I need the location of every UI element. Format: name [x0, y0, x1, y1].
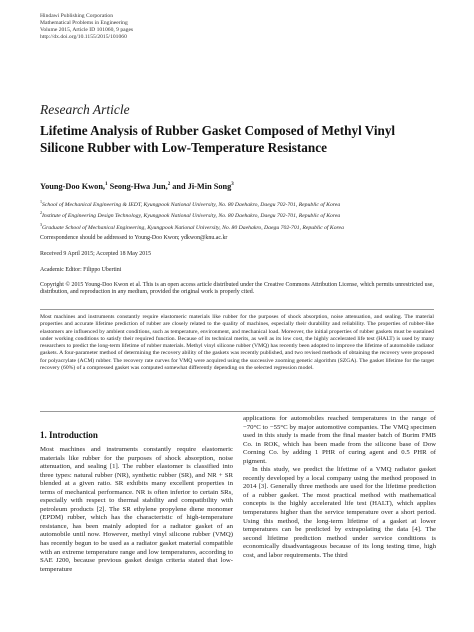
academic-editor: Academic Editor: Filippo Ubertini	[40, 267, 122, 273]
author-name: Young-Doo Kwon,	[40, 182, 106, 191]
author-list	[40, 182, 234, 191]
body-column-right	[243, 415, 436, 560]
paragraph: Most machines and instruments constantly require elastomeric materials like rubber for the purposes of shock absorption, noise attenuation, and sealing [1]. The rubber elastomer is classified into three types: natural rubber (NR), synthetic rubber (SR), and NR + SR blended at a given ratio. SR exhibits many excellent properties in terms of mechanical performance. NR is often inferior to certain SRs, especially with respect to thermal stability and compatibility with petroleum products [2]. The SR ethylene propylene diene monomer (EPDM) rubber, which has the characteristic of high-temperature resistance, has been mainly adopted for a radiator gasket of an automobile until now. However, methyl vinyl silicone rubber (VMQ) has recently begun to be used as a radiator gasket material compatible with an extreme temperature range and low temperatures, according to SAE J200, because previous gasket design criteria stated that low-temperature	[40, 446, 233, 573]
paragraph: applications for automobiles reached temperatures in the range of −70°C to −55°C by major automotive companies. The VMQ specimen used in this study is made from the final master batch of Burim FMB Co. in ROK, which has been made from the silicone base of Dow Corning Co. by adding 1 PHR of curing agent and 0.5 PHR of pigment.	[243, 415, 436, 465]
section-heading: 1. Introduction	[40, 430, 98, 440]
divider-bottom	[40, 411, 434, 412]
copyright-notice: Copyright © 2015 Young-Doo Kwon et al. This is an open access article distributed under the Creative Commons Attribution License, which permits unrestricted use, distribution, and reproduction in any medium, provided the original work is properly cited.	[40, 282, 434, 296]
affiliation: $^3$Graduate School of Mechanical Engineering, Kyungpook National University, No. 80 Daehakro, Daegu 702-701, Republic of Korea	[40, 221, 344, 231]
author-name: Seong-Hwa Jun,	[109, 182, 168, 191]
doi-link[interactable]: http://dx.doi.org/10.1155/2015/101060	[40, 33, 127, 40]
author-affil-mark: 3	[231, 182, 234, 188]
body-column-left	[40, 446, 233, 574]
abstract: Most machines and instruments constantly require elastomeric materials like rubber for the purposes of shock absorption, noise attenuation, and sealing. The material properties and accurate lifetime prediction of rubber are closely related to the quality of machines, especially their durability and reliability. The properties of rubber-like elastomers are influenced by ambient conditions, such as temperature, environment, and mechanical load. Moreover, the initial properties of rubber gaskets must be sustained under working conditions to satisfy their required function. Because of its technical merits, as well as its low cost, the highly accelerated life test (HALT) is used by many researchers to predict the long-term lifetime of rubber materials. Methyl vinyl silicone rubber (VMQ) has recently been adopted to improve the lifetime of automobile radiator gaskets. A four-parameter method of determining the recovery ability of the gaskets was recently published, and two revised methods of obtaining the recovery were proposed for polyacrylate (ACM) rubber. The recovery rate curves for VMQ were acquired using the successive zooming genetic algorithm (SZGA). The gasket lifetime for the target recovery (60%) of a compressed gasket was computed somewhat differently depending on the selected regression model.	[40, 314, 434, 371]
affiliation: $^2$Institute of Engineering Design Technology, Kyungpook National University, No. 80 Daehakro, Daegu 702-701, Republic of Korea	[40, 210, 341, 220]
affiliation: $^1$School of Mechanical Engineering & IEDT, Kyungpook National University, No. 80 Daehakro, Daegu 702-701, Republic of Korea	[40, 199, 341, 208]
correspondence: Correspondence should be addressed to Young-Doo Kwon; ydkwon@knu.ac.kr	[40, 235, 228, 241]
author-affil-mark: 1	[105, 182, 108, 188]
publisher-name: Hindawi Publishing Corporation	[40, 13, 114, 19]
publication-info	[40, 13, 133, 41]
journal-name: Mathematical Problems in Engineering	[40, 19, 128, 26]
article-type: Research Article	[40, 102, 130, 117]
received-accepted-dates: Received 9 April 2015; Accepted 18 May 2015	[40, 251, 152, 257]
divider-top	[40, 309, 434, 310]
paragraph: In this study, we predict the lifetime of a VMQ radiator gasket recently developed by a local company using the method proposed in 2014 [3]. Generally three methods are used for the lifetime prediction of a rubber gasket. The most practical method with mathematical concepts is the highly accelerated life test (HALT), which applies temperatures higher than the service temperature over a short period. Using this method, the long-term lifetime of a gasket at lower temperatures can be predicted by extrapolating the data [4]. The second lifetime prediction method under service conditions is economically disadvantageous because of its long testing time, high cost, and labor requirements. The third	[243, 466, 436, 559]
article-title: Lifetime Analysis of Rubber Gasket Composed of Methyl Vinyl Silicone Rubber with Low-Temperature Resistance	[40, 123, 396, 155]
affiliations	[40, 198, 440, 232]
author-affil-mark: 2	[167, 182, 171, 188]
author-name: and Ji-Min Song	[172, 182, 232, 191]
volume-line: Volume 2015, Article ID 101060, 9 pages	[40, 26, 134, 33]
